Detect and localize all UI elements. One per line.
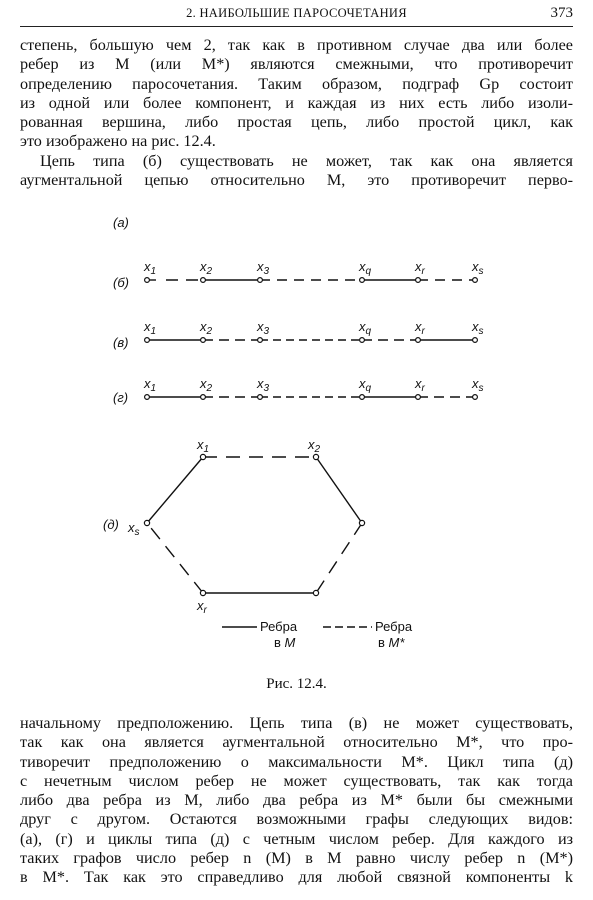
cycle-vertex-label: $x_1$ — [197, 437, 210, 455]
chain-vertex-label: $x_1$ — [144, 259, 157, 277]
chain-vertex-label: $x_q$ — [359, 259, 372, 277]
page-header — [20, 0, 573, 27]
running-title: 2. НАИБОЛЬШИЕ ПАРОСОЧЕТАНИЯ — [186, 6, 407, 20]
chain-vertex — [258, 278, 263, 283]
chain-vertex-label: $x_3$ — [257, 376, 270, 394]
chain-vertex — [416, 278, 421, 283]
chain-vertex — [473, 278, 478, 283]
chain-vertex-label: $x_s$ — [472, 376, 484, 394]
text-line: с нечетным числом ребер не может существовать, так как тогда — [20, 771, 573, 790]
chain-vertex-label: $x_1$ — [144, 376, 157, 394]
chain-vertex — [201, 395, 206, 400]
chain-vertex-label: $x_2$ — [200, 376, 213, 394]
text-line: из одной или более компонент, и каждая из них есть либо изоли- — [20, 93, 573, 112]
chain-vertex-label: $x_r$ — [415, 319, 425, 337]
chain-vertex — [360, 395, 365, 400]
text-line: друг с другом. Остаются возможными графы следующих видов: — [20, 810, 573, 829]
chain-vertex — [258, 395, 263, 400]
row-label-d: (д) — [103, 517, 119, 532]
chain-vertex — [360, 278, 365, 283]
cycle-d — [127, 437, 365, 616]
cycle-vertex-label: $x_r$ — [197, 598, 207, 616]
text-line: начальному предположению. Цепь типа (в) не может существовать, — [20, 714, 573, 732]
paragraph-3 — [20, 714, 573, 888]
text-line: это изображено на рис. 12.4. — [20, 132, 216, 151]
text-line: (а), (г) и циклы типа (д) с четным числом ребер. Для каждого из — [20, 829, 573, 848]
text-line: таких графов число ребер n (M) в M равно числу ребер n (M*) — [20, 849, 573, 868]
chain-vertex-label: $x_r$ — [415, 259, 425, 277]
text-line: степень, большую чем 2, так как в противном случае два или более — [20, 36, 573, 54]
chain-vertex-label: $x_2$ — [200, 319, 213, 337]
text-line: Цепь типа (б) существовать не может, так как она является — [40, 151, 573, 170]
chain-vertex — [258, 338, 263, 343]
chain-vertex — [145, 338, 150, 343]
text-line: рованная вершина, либо простая цепь, либо простой цикл, как — [20, 113, 573, 132]
chain-vertex-label: $x_s$ — [472, 319, 484, 337]
text-line: аугментальной цепью относительно M, это противоречит перво- — [20, 171, 573, 190]
figure-legend — [222, 619, 413, 650]
legend-solid-label-2: в M — [274, 635, 296, 650]
chain-vertex-label: $x_q$ — [359, 319, 372, 337]
chain-vertex-label: $x_3$ — [257, 259, 270, 277]
text-line: ребер из M (или M*) являются смежными, что противоречит — [20, 55, 573, 74]
text-line: определению паросочетания. Таким образом, подграф Gp состоит — [20, 74, 573, 93]
chain-vertex — [473, 338, 478, 343]
chain-vertex-label: $x_s$ — [472, 259, 484, 277]
chain-vertex — [416, 395, 421, 400]
chain-vertex — [360, 338, 365, 343]
row-label-g: (г) — [113, 390, 129, 405]
legend-dashed-label-1: Ребра — [375, 619, 413, 634]
chain-vertex — [201, 278, 206, 283]
chain-vertex — [473, 395, 478, 400]
text-line: так как она является аугментальной относительно M*, что про- — [20, 733, 573, 752]
cycle-vertex-label: $x_2$ — [308, 437, 321, 455]
legend-solid-label-1: Ребра — [260, 619, 298, 634]
chain-vertex-label: $x_3$ — [257, 319, 270, 337]
paragraph-1 — [20, 36, 573, 190]
row-label-b: (б) — [113, 275, 129, 290]
text-line: тиворечит предположению о максимальности M*. Цикл типа (д) — [20, 752, 573, 771]
chain-vertex — [145, 278, 150, 283]
row-label-a: (а) — [113, 215, 129, 230]
chain-vertex-label: $x_r$ — [415, 376, 425, 394]
chain-vertex-label: $x_2$ — [200, 259, 213, 277]
text-line: в M*. Так как это справедливо для любой связной компоненты k — [20, 868, 573, 887]
legend-dashed-label-2: в M* — [378, 635, 405, 650]
chain-vertex — [201, 338, 206, 343]
row-label-v: (в) — [113, 335, 129, 350]
chain-vertex-label: $x_q$ — [359, 376, 372, 394]
cycle-vertex-label: $x_s$ — [128, 520, 140, 538]
page-number: 373 — [550, 5, 573, 21]
chain-vertex-label: $x_1$ — [144, 319, 157, 337]
text-line: либо два ребра из M, либо два ребра из M* были бы смежными — [20, 791, 573, 810]
figure-caption: Рис. 12.4. — [266, 676, 327, 692]
chain-vertex — [145, 395, 150, 400]
chain-vertex — [416, 338, 421, 343]
figure-12-4 — [0, 200, 593, 670]
